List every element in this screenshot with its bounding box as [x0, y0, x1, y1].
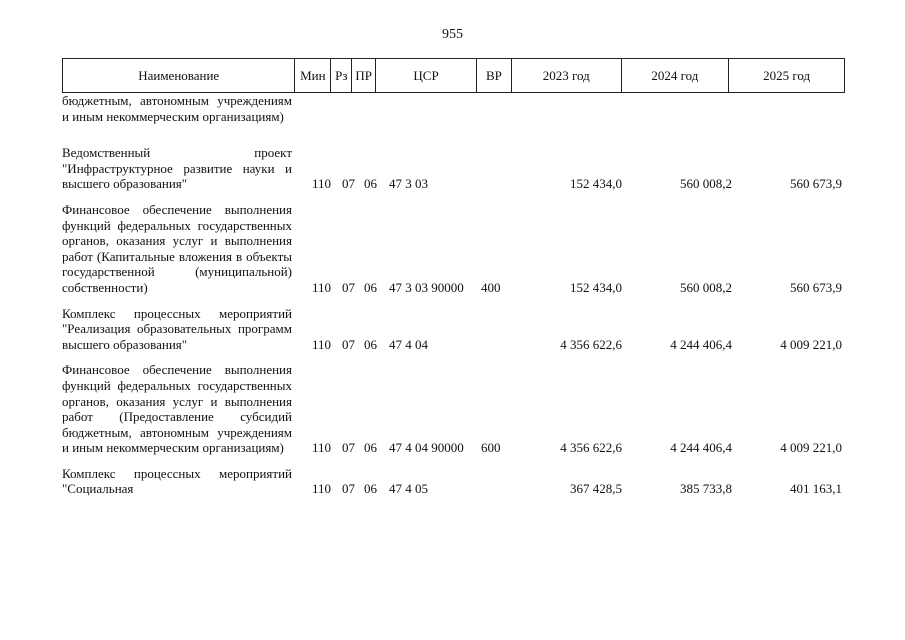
table-row [62, 145, 845, 192]
row-2024: 4 244 406,4 [670, 336, 732, 352]
table-row [62, 93, 845, 124]
row-csr: 47 3 03 90000 [389, 279, 464, 295]
page-number: 955 [442, 27, 463, 42]
row-2025: 4 009 221,0 [780, 336, 842, 352]
header-vr: ВР [477, 59, 512, 92]
row-2023: 4 356 622,6 [560, 440, 622, 456]
row-vr: 400 [481, 279, 501, 295]
row-min: 110 [311, 440, 331, 456]
row-rz: 07 [342, 279, 355, 295]
row-2024: 4 244 406,4 [670, 440, 732, 456]
row-csr: 47 4 05 [389, 481, 428, 497]
row-pr: 06 [364, 336, 377, 352]
table-row [62, 202, 845, 296]
row-name: Финансовое обеспечение выполнения функций федеральных государственных органов, оказания услуг и выполнения работ (Предоставление субсидий бюджетным, автономным учреждениям и иным некоммерческим организациям) [62, 362, 292, 456]
header-name: Наименование [63, 59, 295, 92]
table-header [62, 58, 845, 93]
row-pr: 06 [364, 440, 377, 456]
row-rz: 07 [342, 176, 355, 192]
header-pr: ПР [352, 59, 376, 92]
row-min: 110 [311, 279, 331, 295]
row-csr: 47 4 04 [389, 336, 428, 352]
header-min: Мин [295, 59, 331, 92]
table-row [62, 362, 845, 456]
header-2025: 2025 год [763, 67, 811, 83]
row-2024: 560 008,2 [680, 176, 732, 192]
row-2023: 152 434,0 [570, 279, 622, 295]
header-csr: ЦСР [376, 59, 477, 92]
row-2025: 4 009 221,0 [780, 440, 842, 456]
row-rz: 07 [342, 481, 355, 497]
row-csr: 47 3 03 [389, 176, 428, 192]
row-2024: 560 008,2 [680, 279, 732, 295]
row-name: бюджетным, автономным учреждениям и иным некоммерческим организациям) [62, 93, 292, 124]
row-vr: 600 [481, 440, 501, 456]
row-rz: 07 [342, 440, 355, 456]
table-row [62, 306, 845, 353]
row-rz: 07 [342, 336, 355, 352]
row-2024: 385 733,8 [680, 481, 732, 497]
row-name: Комплекс процессных мероприятий "Реализация образовательных программ высшего образования" [62, 305, 292, 352]
row-2023: 4 356 622,6 [560, 336, 622, 352]
table-row [62, 466, 845, 497]
row-min: 110 [311, 481, 331, 497]
row-pr: 06 [364, 481, 377, 497]
row-min: 110 [311, 176, 331, 192]
row-name: Ведомственный проект "Инфраструктурное развитие науки и высшего образования" [62, 145, 292, 192]
row-name: Финансовое обеспечение выполнения функций федеральных государственных органов, оказания услуг и выполнения работ (Капитальные вложения в объекты государственной (муниципальной) собственности) [62, 201, 292, 295]
row-csr: 47 4 04 90000 [389, 440, 464, 456]
table-body [62, 93, 845, 507]
row-2025: 560 673,9 [790, 279, 842, 295]
row-2025: 401 163,1 [790, 481, 842, 497]
row-min: 110 [311, 336, 331, 352]
header-2024: 2024 год [622, 59, 730, 92]
header-2023: 2023 год [512, 59, 622, 92]
row-pr: 06 [364, 279, 377, 295]
row-2023: 152 434,0 [570, 176, 622, 192]
header-rz: Рз [331, 59, 352, 92]
row-name: Комплекс процессных мероприятий "Социальная [62, 465, 292, 497]
row-2025: 560 673,9 [790, 176, 842, 192]
row-2023: 367 428,5 [570, 481, 622, 497]
row-pr: 06 [364, 176, 377, 192]
